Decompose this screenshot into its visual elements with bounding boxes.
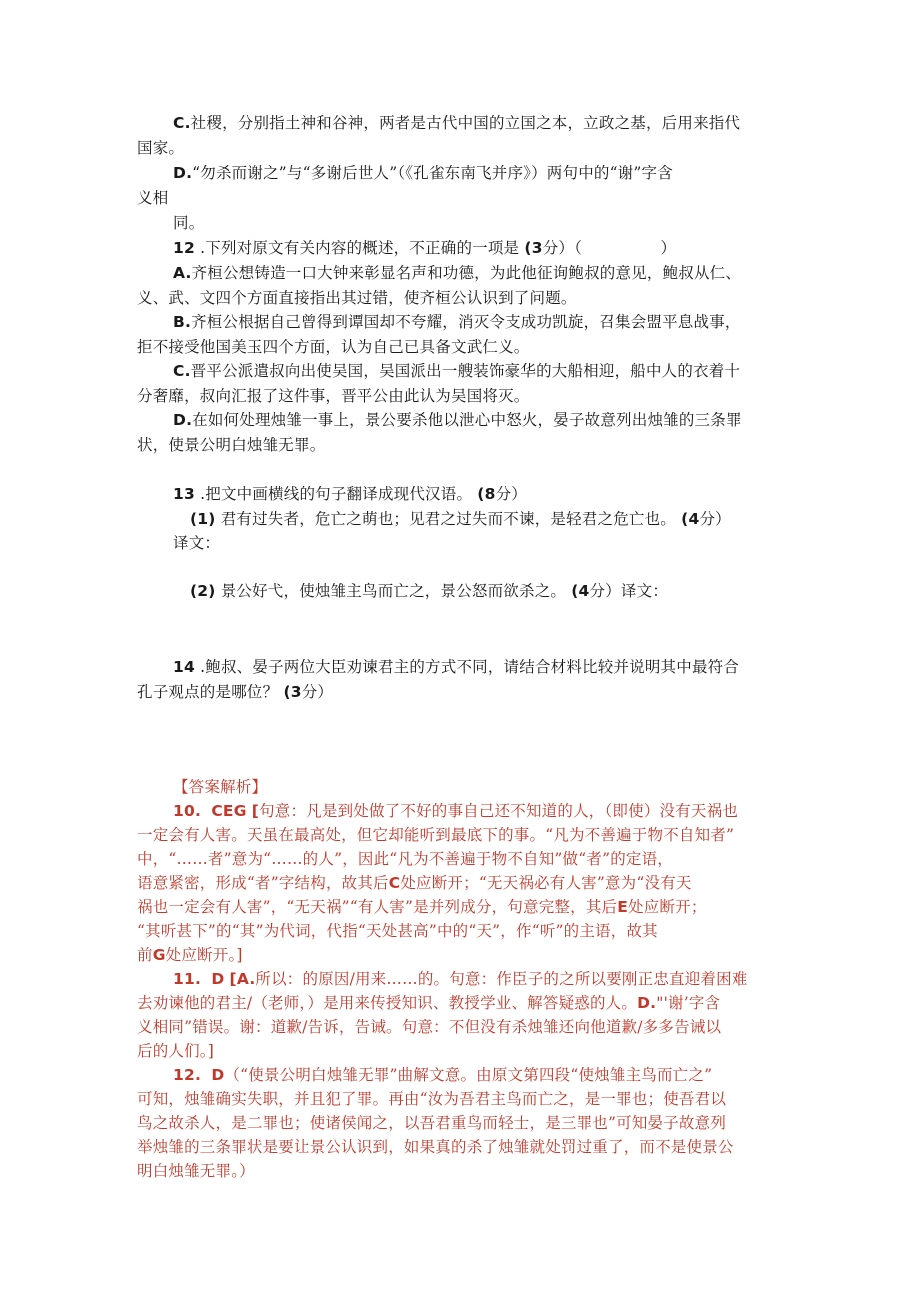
q14-stem-cont: 孔子观点的是哪位？ (3分） [137, 683, 334, 701]
answer-10-line3: 中，“……者”意为“……的人”，因此“凡为不善遍于物不自知”做“者”的定语， [137, 850, 673, 868]
answer-11: 11. D [A.所以：的原因/用来……的。句意：作臣子的之所以要刚正忠直迎着困难 [173, 970, 748, 988]
answer-11-line2: 去劝谏他的君主/（老师，）是用来传授知识、教授学业、解答疑惑的人。D."'谢’字含 [137, 994, 721, 1012]
answer-12-line3: 鸟之故杀人，是二罪也；使诸侯闻之，以吾君重鸟而轻士，是三罪也”可知晏子故意列 [137, 1114, 727, 1132]
q12-option-d: D.在如何处理烛雏一事上，景公要杀他以泄心中怒火，晏子故意列出烛雏的三条罪 [173, 411, 742, 429]
q13-sub1: (1) 君有过失者，危亡之萌也；见君之过失而不谏，是轻君之危亡也。 (4分） [190, 510, 731, 528]
answer-11-line4: 后的人们。] [137, 1042, 214, 1060]
answer-10: 10. CEG [句意：凡是到处做了不好的事自己还不知道的人，（即使）没有天祸也 [173, 802, 739, 820]
answer-12: 12. D（“使景公明白烛雏无罪”曲解文意。由原文第四段“使烛雏主鸟而亡之” [173, 1066, 713, 1084]
answer-10-line5: 祸也一定会有人害”，“无天祸”“有人害”是并列成分，句意完整，其后E处应断开； [137, 898, 707, 916]
q11-option-c: C.社稷，分别指土神和谷神，两者是古代中国的立国之本，立政之基，后用来指代 [173, 114, 741, 132]
answer-12-line4: 举烛雏的三条罪状是要让景公认识到，如果真的杀了烛雏就处罚过重了，而不是使景公 [137, 1138, 734, 1156]
answer-12-line5: 明白烛雏无罪。） [137, 1162, 255, 1180]
q12-option-a: A.齐桓公想铸造一口大钟来彰显名声和功德，为此他征询鲍叔的意见，鲍叔从仁、 [173, 264, 742, 282]
q12-option-c: C.晋平公派遣叔向出使吴国，吴国派出一艘装饰豪华的大船相迎，船中人的衣着十 [173, 362, 741, 380]
q12-option-c-cont: 分奢靡，叔向汇报了这件事，晋平公由此认为吴国将灭。 [137, 387, 530, 405]
q12-option-b: B.齐桓公根据自己曾得到谭国却不夸耀，消灭令支成功凯旋，召集会盟平息战事， [173, 313, 741, 331]
answer-11-line3: 义相同”错误。谢：道歉/告诉，告诫。句意：不但没有杀烛雏还向他道歉/多多告诫以 [137, 1018, 722, 1036]
q11-option-c-cont: 国家。 [137, 139, 185, 157]
answer-10-line4: 语意紧密，形成“者”字结构，故其后C处应断开；“无天祸必有人害”意为“没有天 [137, 874, 692, 892]
answer-10-line2: 一定会有人害。天虽在最高处，但它却能听到最底下的事。“凡为不善遍于物不自知者” [137, 826, 735, 844]
q12-stem: 12 .下列对原文有关内容的概述，不正确的一项是 (3分）（ ） [173, 239, 677, 257]
q11-option-d: D.“勿杀而谢之”与“多谢后世人”（《孔雀东南飞并序》）两句中的“谢”字含 [173, 164, 673, 182]
q13-sub2: (2) 景公好弋，使烛雏主鸟而亡之，景公怒而欲杀之。 (4分）译文： [190, 582, 669, 600]
q11-option-d-cont: 义相 [137, 189, 169, 207]
q12-option-b-cont: 拒不接受他国美玉四个方面，认为自己已具备文武仁义。 [137, 338, 530, 356]
answer-10-line6: “其听甚下”的“其”为代词，代指“天处甚高”中的“天”，作“听”的主语，故其 [137, 922, 658, 940]
q14-stem: 14 .鲍叔、晏子两位大臣劝谏君主的方式不同，请结合材料比较并说明其中最符合 [173, 658, 740, 676]
q13-stem: 13 .把文中画横线的句子翻译成现代汉语。 (8分） [173, 485, 527, 503]
answer-heading: 【答案解析】 [173, 778, 268, 796]
q11-option-d-cont2: 同。 [173, 214, 205, 232]
answer-10-line7: 前G处应断开。] [137, 946, 243, 964]
q12-option-a-cont: 义、武、文四个方面直接指出其过错，使齐桓公认识到了问题。 [137, 289, 577, 307]
q12-option-d-cont: 状，使景公明白烛雏无罪。 [137, 436, 326, 454]
q13-sub1-answer: 译文： [173, 534, 221, 552]
answer-12-line2: 可知，烛雏确实失职，并且犯了罪。再由“汝为吾君主鸟而亡之，是一罪也；使吾君以 [137, 1090, 727, 1108]
